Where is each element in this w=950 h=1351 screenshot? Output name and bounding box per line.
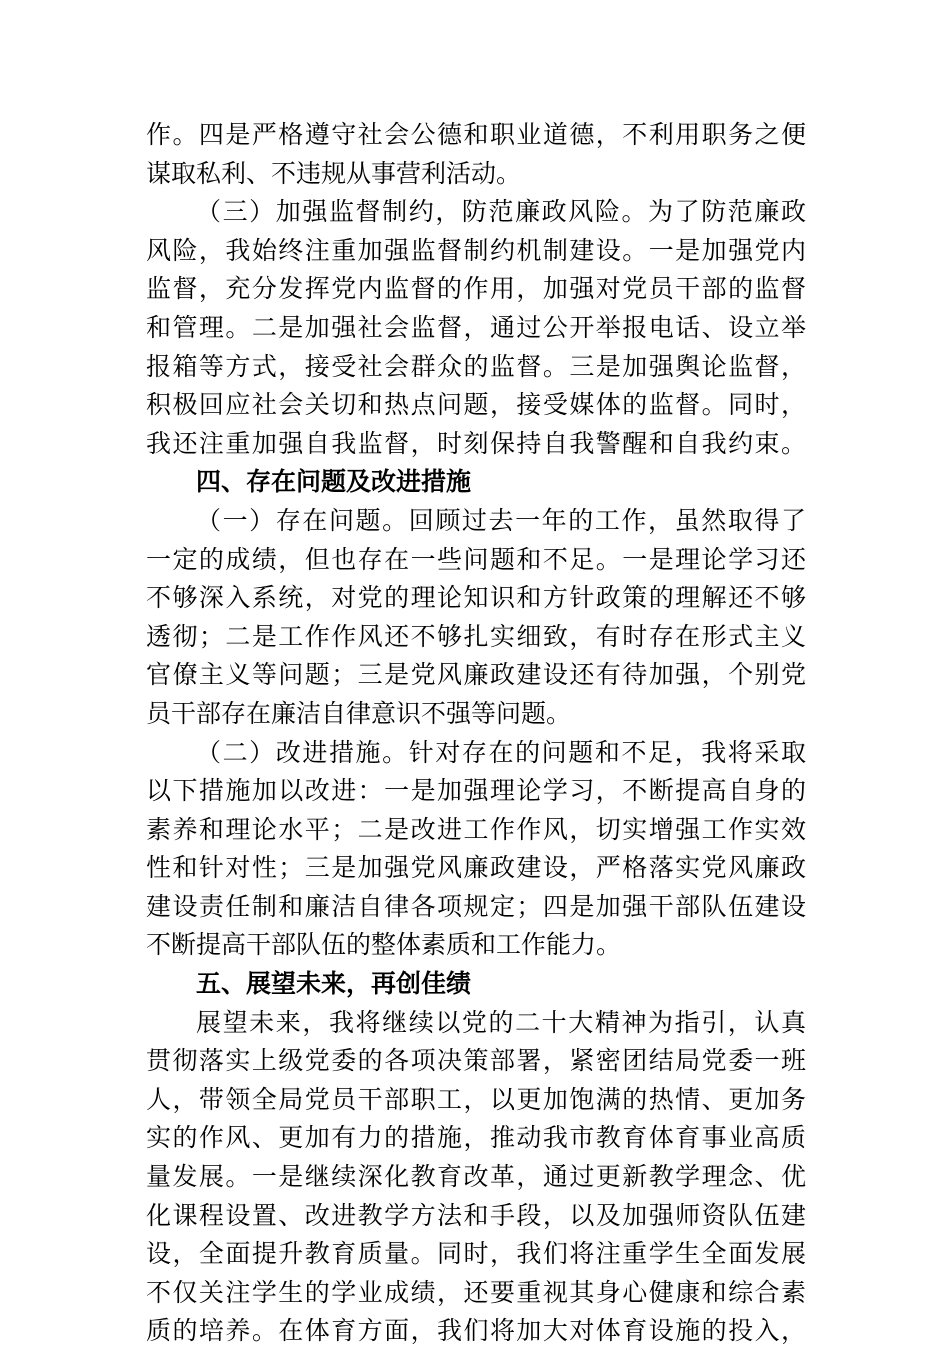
text-line: 官僚主义等问题；三是党风廉政建设还有待加强，个别党 xyxy=(146,660,806,690)
text-line: （三）加强监督制约，防范廉政风险。为了防范廉政 xyxy=(196,197,806,227)
text-line: 一定的成绩，但也存在一些问题和不足。一是理论学习还 xyxy=(146,544,806,574)
text-line: 报箱等方式，接受社会群众的监督。三是加强舆论监督， xyxy=(146,351,806,381)
text-line: （一）存在问题。回顾过去一年的工作，虽然取得了 xyxy=(196,505,806,535)
text-line: 我还注重加强自我监督，时刻保持自我警醒和自我约束。 xyxy=(146,428,806,458)
text-line: 不够深入系统，对党的理论知识和方针政策的理解还不够 xyxy=(146,583,806,613)
text-line: 贯彻落实上级党委的各项决策部署，紧密团结局党委一班 xyxy=(146,1046,806,1076)
document-page xyxy=(146,116,806,1351)
text-line: 和管理。二是加强社会监督，通过公开举报电话、设立举 xyxy=(146,312,806,342)
text-line: 素养和理论水平；二是改进工作作风，切实增强工作实效 xyxy=(146,814,806,844)
text-line: 实的作风、更加有力的措施，推动我市教育体育事业高质 xyxy=(146,1123,806,1153)
text-line: 人，带领全局党员干部职工，以更加饱满的热情、更加务 xyxy=(146,1084,806,1114)
text-line: 设，全面提升教育质量。同时，我们将注重学生全面发展 xyxy=(146,1239,806,1269)
text-line: 员干部存在廉洁自律意识不强等问题。 xyxy=(146,698,572,728)
text-line: 监督，充分发挥党内监督的作用，加强对党员干部的监督 xyxy=(146,274,806,304)
text-line: 作。四是严格遵守社会公德和职业道德，不利用职务之便 xyxy=(146,120,806,149)
text-line: （二）改进措施。针对存在的问题和不足，我将采取 xyxy=(196,737,806,767)
text-line: 透彻；二是工作作风还不够扎实细致，有时存在形式主义 xyxy=(146,621,806,651)
text-line: 展望未来，我将继续以党的二十大精神为指引，认真 xyxy=(196,1007,806,1037)
text-line: 积极回应社会关切和热点问题，接受媒体的监督。同时， xyxy=(146,390,806,420)
text-line: 不断提高干部队伍的整体素质和工作能力。 xyxy=(146,930,622,960)
text-line: 化课程设置、改进教学方法和手段，以及加强师资队伍建 xyxy=(146,1200,806,1230)
text-line: 风险，我始终注重加强监督制约机制建设。一是加强党内 xyxy=(146,235,806,265)
text-line: 性和针对性；三是加强党风廉政建设，严格落实党风廉政 xyxy=(146,853,806,883)
text-line: 不仅关注学生的学业成绩，还要重视其身心健康和综合素 xyxy=(146,1277,806,1307)
section-heading: 四、存在问题及改进措施 xyxy=(196,467,472,497)
text-line: 以下措施加以改进：一是加强理论学习，不断提高自身的 xyxy=(146,776,806,806)
section-heading: 五、展望未来，再创佳绩 xyxy=(196,969,472,999)
text-line: 质的培养。在体育方面，我们将加大对体育设施的投入， xyxy=(146,1316,806,1346)
text-line: 量发展。一是继续深化教育改革，通过更新教学理念、优 xyxy=(146,1162,806,1192)
text-line: 建设责任制和廉洁自律各项规定；四是加强干部队伍建设 xyxy=(146,891,806,921)
text-line: 谋取私利、不违规从事营利活动。 xyxy=(146,158,522,188)
